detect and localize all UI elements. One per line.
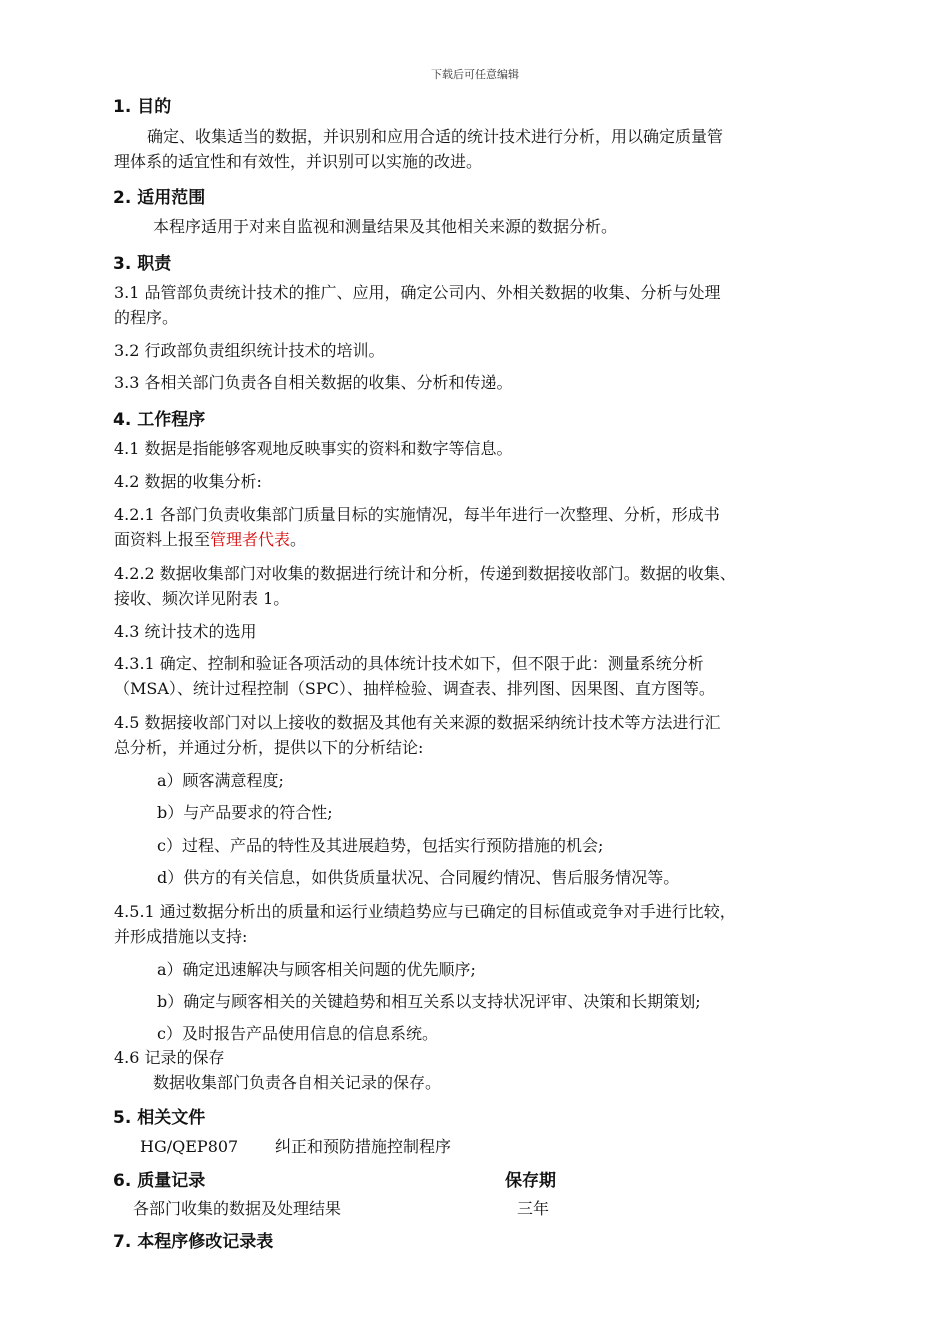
section-4-title: 4. 工作程序 [113, 410, 206, 430]
list-item: c）过程、产品的特性及其进展趋势，包括实行预防措施的机会; [157, 836, 604, 855]
list-item: a）顾客满意程度; [157, 771, 284, 790]
list-item: b）与产品要求的符合性; [157, 803, 333, 822]
p-3-1-b: 的程序。 [114, 308, 179, 327]
p-4-1: 4.1 数据是指能够客观地反映事实的资料和数字等信息。 [114, 439, 513, 458]
p-4-3-1-a: 4.3.1 确定、控制和验证各项活动的具体统计技术如下，但不限于此：测量系统分析 [114, 654, 704, 673]
s2-line-1: 本程序适用于对来自监视和测量结果及其他相关来源的数据分析。 [153, 217, 618, 236]
list-item: b）确定与顾客相关的关键趋势和相互关系以支持状况评审、决策和长期策划; [157, 992, 701, 1011]
p-4-3: 4.3 统计技术的选用 [114, 622, 257, 641]
p-4-2-2-b: 接收、频次详见附表 1。 [114, 589, 290, 608]
section-2-title: 2. 适用范围 [113, 188, 206, 208]
section-1-title: 1. 目的 [113, 97, 172, 117]
management-representative-highlight: 管理者代表 [210, 530, 291, 549]
p-3-1-a: 3.1 品管部负责统计技术的推广、应用，确定公司内、外相关数据的收集、分析与处理 [114, 283, 721, 302]
p-4-6: 4.6 记录的保存 [114, 1048, 225, 1067]
section-7-title: 7. 本程序修改记录表 [113, 1232, 274, 1252]
s1-line-1: 确定、收集适当的数据，并识别和应用合适的统计技术进行分析，用以确定质量管 [147, 127, 724, 146]
p-4-2-2-a: 4.2.2 数据收集部门对收集的数据进行统计和分析，传递到数据接收部门。数据的收集、 [114, 564, 736, 583]
retention-period-header: 保存期 [505, 1171, 556, 1191]
section-6-title: 6. 质量记录 [113, 1171, 206, 1191]
quality-record-name: 各部门收集的数据及处理结果 [133, 1199, 342, 1218]
p-3-3: 3.3 各相关部门负责各自相关数据的收集、分析和传递。 [114, 373, 513, 392]
section-5-title: 5. 相关文件 [113, 1108, 206, 1128]
p-4-2-1-a: 4.2.1 各部门负责收集部门质量目标的实施情况，每半年进行一次整理、分析，形成书 [114, 505, 720, 524]
list-item: d）供方的有关信息，如供货质量状况、合同履约情况、售后服务情况等。 [157, 868, 680, 887]
header-note: 下载后可任意编辑 [431, 68, 519, 81]
p-4-2-1-b-end: 。 [290, 530, 307, 549]
related-doc-code: HG/QEP807 [140, 1137, 239, 1156]
p-4-2-1-b [114, 527, 306, 552]
list-item: c）及时报告产品使用信息的信息系统。 [157, 1024, 438, 1043]
p-4-2-1-b-text: 面资料上报至 [114, 530, 211, 549]
related-doc-name: 纠正和预防措施控制程序 [275, 1137, 452, 1156]
p-4-6-b: 数据收集部门负责各自相关记录的保存。 [153, 1073, 442, 1092]
p-4-3-1-b: （MSA）、统计过程控制（SPC）、抽样检验、调查表、排列图、因果图、直方图等。 [114, 679, 715, 698]
p-3-2: 3.2 行政部负责组织统计技术的培训。 [114, 341, 385, 360]
p-4-2: 4.2 数据的收集分析: [114, 472, 262, 491]
list-item: a）确定迅速解决与顾客相关问题的优先顺序; [157, 960, 476, 979]
p-4-5-b: 总分析，并通过分析，提供以下的分析结论: [114, 738, 424, 757]
quality-record-period: 三年 [517, 1199, 550, 1218]
section-3-title: 3. 职责 [113, 254, 172, 274]
s1-line-2: 理体系的适宜性和有效性，并识别可以实施的改进。 [114, 152, 483, 171]
p-4-5-1-b: 并形成措施以支持: [114, 927, 248, 946]
p-4-5-1-a: 4.5.1 通过数据分析出的质量和运行业绩趋势应与已确定的目标值或竞争对手进行比较， [114, 902, 736, 921]
p-4-5-a: 4.5 数据接收部门对以上接收的数据及其他有关来源的数据采纳统计技术等方法进行汇 [114, 713, 721, 732]
